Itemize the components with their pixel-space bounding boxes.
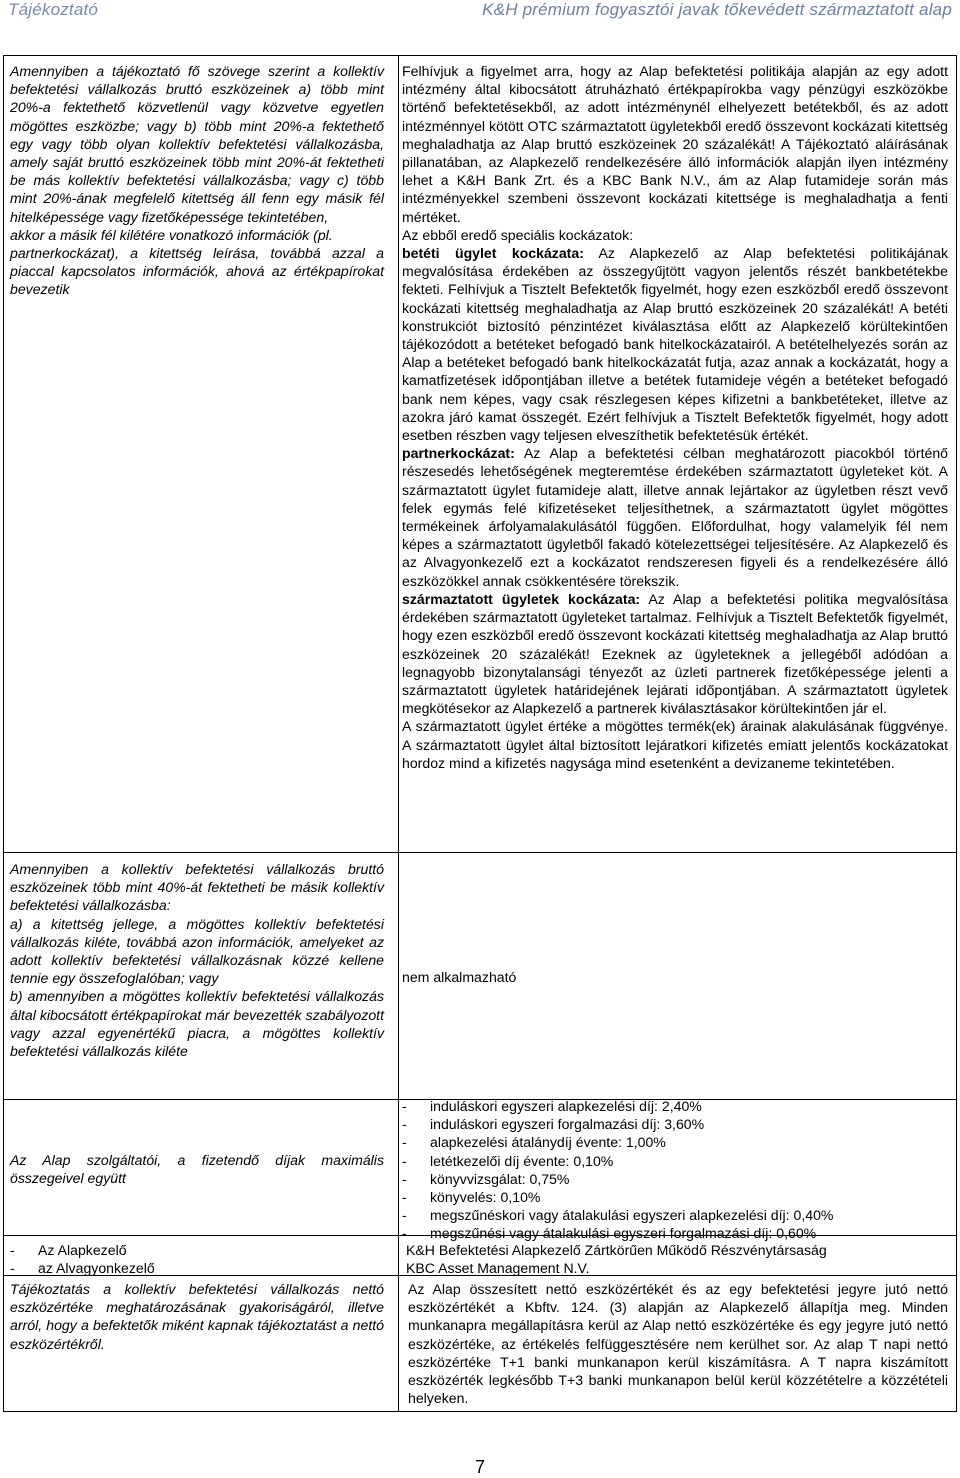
fund-of-funds-b: b) amennyiben a mögöttes kollektív befektetési vállalkozás által kibocsátott értékpapírokat már bevezették szabályozott vagy azzal egyenértékű piacra, a mögöttes kollektív befektetési vállalkozás kiléte xyxy=(10,988,384,1060)
concentration-condition xyxy=(10,62,384,299)
row-divider xyxy=(4,852,956,853)
list-item: - Az Alapkezelő xyxy=(10,1242,127,1258)
list-item: - megszűnési vagy átalakulási egyszeri forgalmazási díj: 0,60% xyxy=(402,1225,817,1242)
concentration-condition-text: Amennyiben a tájékoztató fő szövege szerint a kollektív befektetési vállalkozás bruttó eszközeinek a) több mint 20%-a fektethető közvetlenül vagy közvetve egyetlen mögöttes eszközbe; vagy b) több mint 20%-a fektethető egy vagy több olyan kollektív befektetési vállalkozásba, amely saját bruttó eszközeinek több mint 20%-át fektetheti be más kollektív befektetési vállalkozásba; vagy c) több mint 20%-ának megfelelő kitettség áll fenn egy másik fél hitelképessége vagy fizetőképessége tekintetében, xyxy=(10,63,384,225)
partner-risk-text: Az Alap a befektetési célban meghatározott piacokból történő részesedés lehetőségének megteremtése érdekében származtatott ügyleteket köt. A származtatott ügylet futamideje alatt, illetve annak lejártakor az ügyletben részt vevő felek egymás felé kifizetéseket teljesíthetnek, a származtatott ügylet mögöttes termékeinek árfolyamalakulásától függően. Előfordulhat, hogy valamelyik fél nem képes a származtatott ügyletből fakadó kötelezettségei teljesítésére. Az Alapkezelő és az Alvagyonkezelő ezt a kockázatot rendszeresen figyeli és a rendelkezésére álló eszközökkel annak csökkentésére törekszik. xyxy=(402,445,948,589)
list-item: - az Alvagyonkezelő xyxy=(10,1260,155,1277)
special-risks-heading: Az ebből eredő speciális kockázatok: xyxy=(402,226,634,243)
fund-of-funds-condition xyxy=(10,860,384,1060)
concentration-intro: Felhívjuk a figyelmet arra, hogy az Alap befektetési politikája alapján az egy adott intézmény által kibocsátott átruházható értékpapírokba vagy pénzügyi eszközökbe történő befektetésekből, az adott intézménynél elhelyezett betétekből, és az adott intézménnyel kötött OTC származtatott ügyletekből eredő összevont kockázati kitettség meghaladhatja az Alap bruttó eszközeinek 20 százalékát! A Tájékoztató aláírásának pillanatában, az Alapkezelő rendelkezésére álló információk alapján ilyen intézmény lehet a K&H Bank Zrt. és a KBC Bank N.V., ám az Alap futamideje során más intézményekkel szembeni összevont kockázati kitettsége is meghaladhatja a fenti mértéket. xyxy=(402,63,948,225)
list-item: - megszűnéskori vagy átalakulási egyszeri alapkezelési díj: 0,40% xyxy=(402,1207,834,1224)
role-label: az Alvagyonkezelő xyxy=(38,1260,155,1277)
sub-manager-name: KBC Asset Management N.V. xyxy=(406,1260,590,1277)
list-item: - induláskori egyszeri forgalmazási díj: 3,60% xyxy=(402,1116,705,1133)
deposit-risk-label: betéti ügylet kockázata: xyxy=(402,245,584,262)
page-header xyxy=(0,0,960,22)
list-item: - könyvelés: 0,10% xyxy=(402,1189,541,1206)
derivative-risk-text: Az Alap a befektetési politika megvalósítása érdekében származtatott ügyleteket tartalmaz. Felhívjuk a Tisztelt Befektetők figyelmét, hogy ezen eszközből eredő összevont kockázati kitettség meghaladhatja az Alap bruttó eszközeinek 20 százalékát! Ezeknek az ügyleteknek a jellegéből adódóan a legnagyobb bizonytalansági tényezőt az üzleti partnerek fizetőképessége jelenti a származtatott ügyletek határidejének lejárati időpontjában. A származtatott ügyletek megkötésekor az Alapkezelő a partnerek kiválasztásakor körültekintően jár el. xyxy=(402,590,948,717)
concentration-condition-cont2: partnerkockázat), a kitettség leírása, továbbá azzal a piaccal kapcsolatos információk, ahová az értékpapírokat bevezetik xyxy=(10,245,384,298)
fund-of-funds-intro: Amennyiben a kollektív befektetési vállalkozás bruttó eszközeinek több mint 40%-át fektetheti be másik kollektív befektetési vállalkozásba: xyxy=(10,861,384,914)
concentration-condition-cont1: akkor a másik fél kilétére vonatkozó információk (pl. xyxy=(10,226,333,243)
page-number: 7 xyxy=(474,1457,485,1477)
derivative-risk-label: származtatott ügyletek kockázata: xyxy=(402,590,641,607)
deposit-risk-text: Az Alapkezelő az Alap befektetési politikájának megvalósítása érdekében az összegyűjtött vagyon jelentős részét bankbetétekbe fekteti. Felhívjuk a Tisztelt Befektetők figyelmét, hogy ezen eszközből eredő összevont kockázati kitettség meghaladhatja az Alap bruttó eszközeinek 20 százalékát! A betéti konstrukciót biztosító pénzintézet kiválasztása előtt az Alapkezelő körültekintően tájékozódott a betéteket befogadó bank hitelkockázatairól. A betételhelyezés során az Alap a betéteket befogadó bank hitelkockázatát futja, azaz annak a kockázatát, hogy a kamatfizetések időpontjában illetve a betétek futamideje végén a betéteket befogadó bank nem képes, vagy csak részlegesen képes kifizetni a bankbetéteket, illetve az azokra járó kamat összegét. Ezért felhívjuk a Tisztelt Befektetők figyelmét, hogy adott esetben részben vagy teljesen elveszíthetik befektetésük értékét. xyxy=(402,245,948,444)
role-label: Az Alapkezelő xyxy=(38,1242,127,1258)
list-item: - letétkezelői díj évente: 0,10% xyxy=(402,1152,614,1169)
header-doc-type: Tájékoztató xyxy=(8,0,99,19)
nav-frequency-label: Tájékoztatás a kollektív befektetési vállalkozás nettó eszközértéke meghatározásának gyakoriságáról, illetve arról, hogy a befektetők miként kapnak tájékoztatást a nettó eszközértékről. xyxy=(10,1281,384,1352)
fee-list xyxy=(402,1097,948,1243)
provider-roles xyxy=(10,1241,384,1277)
partner-risk-label: partnerkockázat: xyxy=(402,445,515,462)
concentration-disclosure xyxy=(402,62,948,772)
fund-of-funds-answer: nem alkalmazható xyxy=(402,969,517,985)
column-divider xyxy=(398,56,399,1411)
header-fund-name: K&H prémium fogyasztói javak tőkevédett származtatott alap xyxy=(482,0,952,19)
fund-manager-name: K&H Befektetési Alapkezelő Zártkörűen Működő Részvénytársaság xyxy=(406,1242,827,1258)
derivative-risk-paragraph xyxy=(402,590,948,717)
list-item: - könyvvizsgálat: 0,75% xyxy=(402,1170,570,1187)
nav-frequency-text: Az Alap összesített nettó eszközértékét és az egy befektetési jegyre jutó nettó eszközértékét a Kbftv. 124. (3) alapján az Alapkezelő állapítja meg. Minden munkanapra megállapításra kerül az Alap nettó eszközértéke és egy jegyre jutó nettó eszközértéke, az értékelés felfüggesztésére nem kerülhet sor. Az alap T napi nettó eszközértéke T+1 banki munkanapon kerül kiszámításra. A T napra kiszámított eszközérték legkésőbb T+3 banki munkanapon belül kerül közzétételre a közzétételi helyeken. xyxy=(408,1281,948,1407)
deposit-risk-paragraph xyxy=(402,244,948,444)
list-item: - alapkezelési átalánydíj évente: 1,00% xyxy=(402,1134,666,1151)
list-item: - induláskori egyszeri alapkezelési díj: 2,40% xyxy=(402,1098,702,1114)
fees-label: Az Alap szolgáltatói, a fizetendő díjak maximális összegeivel együtt xyxy=(10,1152,384,1187)
fund-of-funds-a: a) a kitettség jellege, a mögöttes kollektív befektetési vállalkozás kiléte, továbbá azon információk, amelyeket az adott kollektív befektetési vállalkozásnak közzé kellene tennie egy összefoglalóban; vagy xyxy=(10,915,384,987)
provider-names xyxy=(406,1241,952,1277)
partner-risk-paragraph xyxy=(402,444,948,590)
derivative-risk-paragraph-2: A származtatott ügylet értéke a mögöttes termék(ek) árainak alakulásának függvénye. A származtatott ügylet által biztosított lejáratkori kifizetés emiatt jelentős kockázatokat hordoz mind a kifizetés nagysága mind esetenként a devizaneme tekintetében. xyxy=(402,718,948,771)
